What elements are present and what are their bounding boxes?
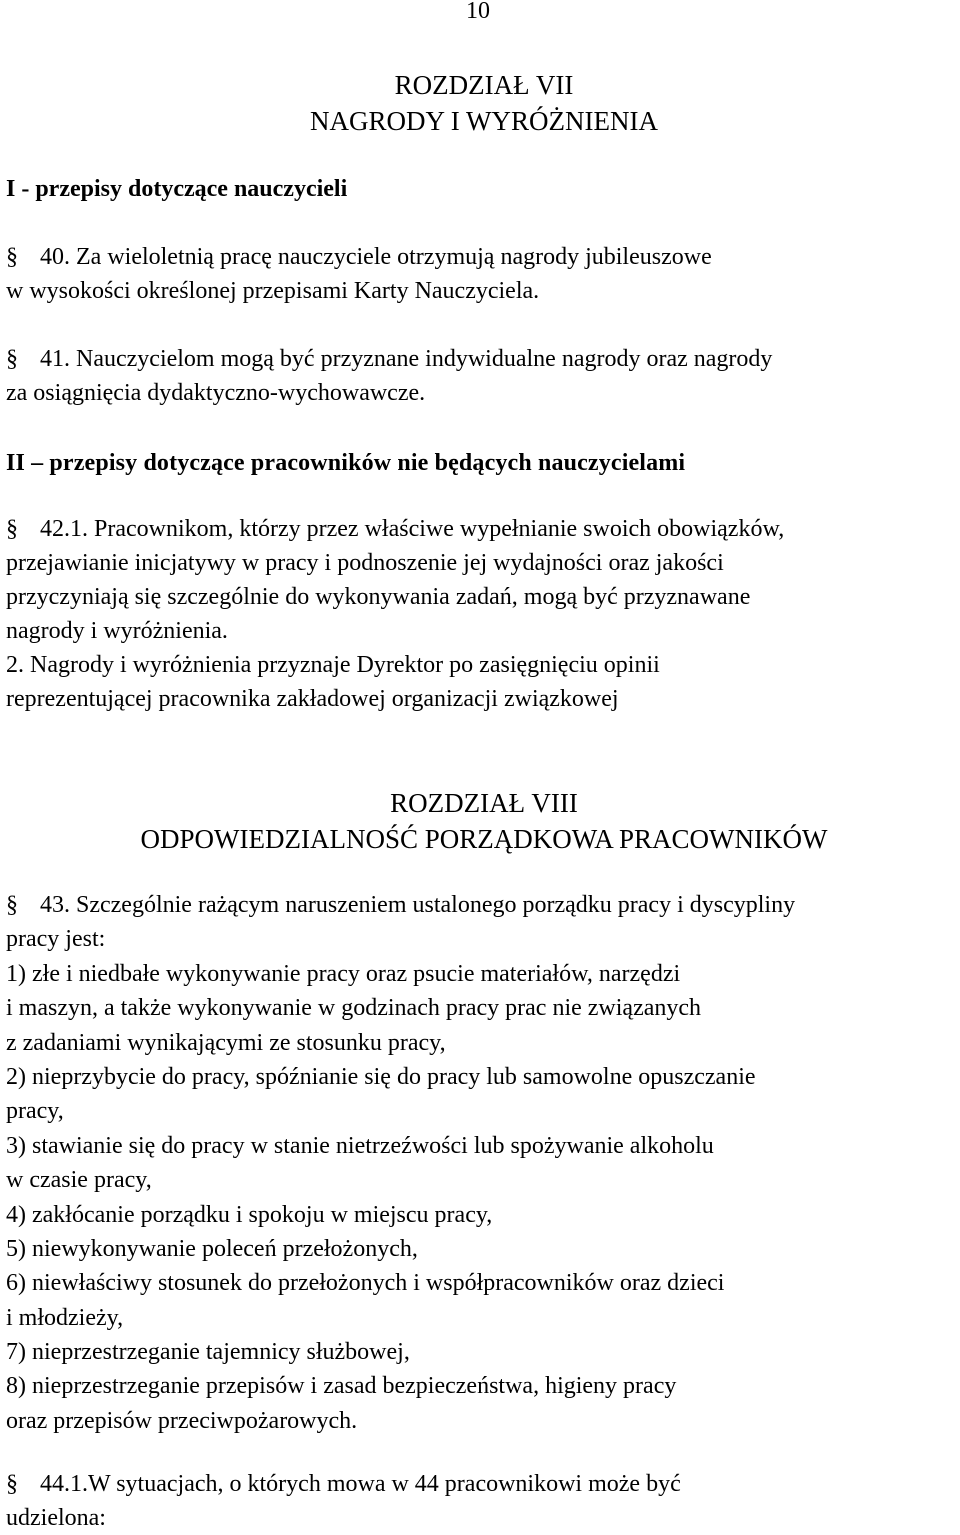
paragraph-43-line-11: 5) niewykonywanie poleceń przełożonych, bbox=[6, 1235, 418, 1262]
paragraph-43-line-6: 2) nieprzybycie do pracy, spóźnianie się do pracy lub samowolne opuszczanie bbox=[6, 1063, 756, 1090]
paragraph-42-line-2: przejawianie inicjatywy w pracy i podnoszenie jej wydajności oraz jakości bbox=[6, 550, 724, 576]
paragraph-43-line-16: oraz przepisów przeciwpożarowych. bbox=[6, 1407, 358, 1434]
section-symbol: § bbox=[6, 1471, 18, 1497]
paragraph-41-line-1: § 41. Nauczycielom mogą być przyznane indywidualne nagrody oraz nagrody bbox=[6, 342, 958, 376]
paragraph-43-line-1: § 43. Szczególnie rażącym naruszeniem ustalonego porządku pracy i dyscypliny bbox=[6, 888, 958, 922]
chapter-7-title: ROZDZIAŁ VII bbox=[394, 70, 574, 100]
paragraph-43-line-15: 8) nieprzestrzeganie przepisów i zasad bezpieczeństwa, higieny pracy bbox=[6, 1373, 677, 1400]
paragraph-43 bbox=[6, 888, 958, 1438]
chapter-8-heading bbox=[4, 785, 960, 857]
paragraph-43-line-8: 3) stawianie się do pracy w stanie nietrzeźwości lub spożywanie alkoholu bbox=[6, 1132, 714, 1159]
paragraph-41-line-2: za osiągnięcia dydaktyczno-wychowawcze. bbox=[6, 380, 426, 406]
paragraph-42-line-1: § 42.1. Pracownikom, którzy przez właściwe wypełnianie swoich obowiązków, bbox=[6, 512, 958, 546]
page-number: 10 bbox=[466, 0, 490, 24]
chapter-7-subtitle: NAGRODY I WYRÓŻNIENIA bbox=[310, 106, 658, 136]
section-symbol: § bbox=[6, 892, 18, 918]
section-symbol: § bbox=[6, 516, 18, 542]
paragraph-43-line-13: i młodzieży, bbox=[6, 1304, 124, 1331]
paragraph-40 bbox=[6, 240, 958, 308]
section-1-title: I - przepisy dotyczące nauczycieli bbox=[6, 176, 348, 202]
chapter-7-heading bbox=[4, 67, 960, 139]
paragraph-42 bbox=[6, 512, 958, 716]
chapter-8-title: ROZDZIAŁ VIII bbox=[390, 788, 578, 818]
paragraph-40-line-2: w wysokości określonej przepisami Karty Nauczyciela. bbox=[6, 278, 540, 304]
paragraph-44-line-1: § 44.1.W sytuacjach, o których mowa w 44 pracownikowi może być bbox=[6, 1467, 958, 1501]
section-symbol: § bbox=[6, 346, 18, 372]
paragraph-44-line-2: udzielona: bbox=[6, 1505, 106, 1531]
paragraph-40-line-1: § 40. Za wieloletnią pracę nauczyciele otrzymują nagrody jubileuszowe bbox=[6, 240, 958, 274]
paragraph-43-line-9: w czasie pracy, bbox=[6, 1167, 152, 1194]
paragraph-43-line-5: z zadaniami wynikającymi ze stosunku pracy, bbox=[6, 1029, 446, 1056]
paragraph-43-line-12: 6) niewłaściwy stosunek do przełożonych i współpracowników oraz dzieci bbox=[6, 1270, 725, 1297]
paragraph-43-line-3: 1) złe i niedbałe wykonywanie pracy oraz psucie materiałów, narzędzi bbox=[6, 960, 681, 987]
chapter-8-subtitle: ODPOWIEDZIALNOŚĆ PORZĄDKOWA PRACOWNIKÓW bbox=[140, 824, 828, 854]
section-2-title: II – przepisy dotyczące pracowników nie będących nauczycielami bbox=[6, 450, 686, 476]
section-symbol: § bbox=[6, 244, 18, 270]
paragraph-44 bbox=[6, 1467, 958, 1535]
paragraph-42-line-6: reprezentującej pracownika zakładowej organizacji związkowej bbox=[6, 686, 619, 712]
paragraph-42-line-4: nagrody i wyróżnienia. bbox=[6, 618, 228, 644]
paragraph-43-line-4: i maszyn, a także wykonywanie w godzinach pracy prac nie związanych bbox=[6, 995, 702, 1022]
paragraph-41 bbox=[6, 342, 958, 410]
paragraph-43-line-7: pracy, bbox=[6, 1098, 64, 1125]
paragraph-43-line-2: pracy jest: bbox=[6, 926, 106, 953]
paragraph-42-line-5: 2. Nagrody i wyróżnienia przyznaje Dyrektor po zasięgnięciu opinii bbox=[6, 652, 660, 678]
paragraph-42-line-3: przyczyniają się szczególnie do wykonywania zadań, mogą być przyznawane bbox=[6, 584, 751, 610]
paragraph-43-line-10: 4) zakłócanie porządku i spokoju w miejscu pracy, bbox=[6, 1201, 493, 1228]
paragraph-43-line-14: 7) nieprzestrzeganie tajemnicy służbowej, bbox=[6, 1339, 410, 1366]
